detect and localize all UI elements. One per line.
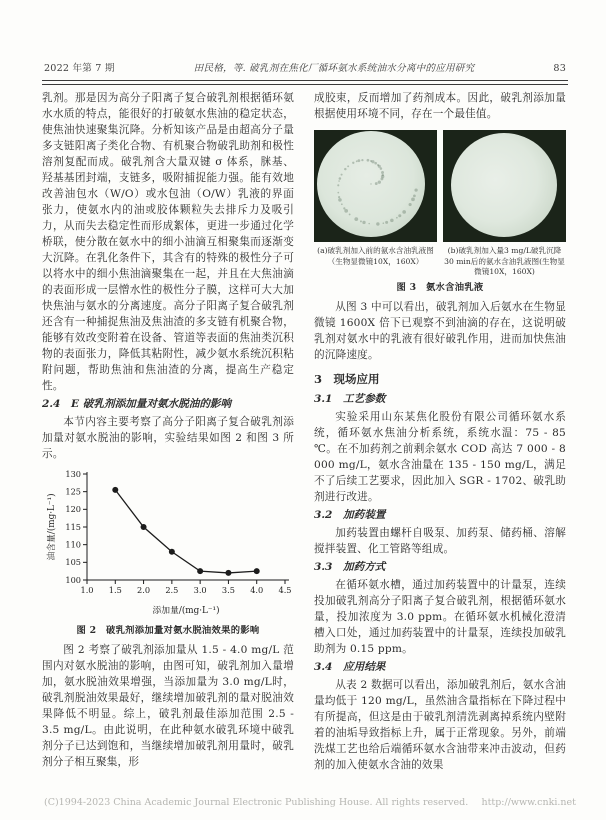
svg-text:120: 120	[65, 504, 81, 515]
header-issue: 2022 年第 7 期	[44, 63, 115, 74]
paragraph-demulsifier-mechanism: 乳剂。那是因为高分子阳离子复合破乳剂根据循环氨水水质的特点，能很好的打破氨水焦油的稳定状态，使焦油快速聚集沉降。分析知该产品是由超高分子量多支链阳离子类化合物、有机聚合物破乳助剂和极性溶剂复配而成。破乳剂含大量双键 σ 体系，脒基、羟基基团封端，支链多，吸附捕捉能力强。能有效地改善油包水（W/O）或水包油（O/W）乳液的界面张力，使氨水内的油或胶体颗粒失去排斥力及吸引力，从而失去稳定性而形成絮体，更进一步通过化学桥联，使分散在氨水中的细小油滴互相聚集而逐渐变大沉降。在乳化条件下，其含有的特殊的极性分子可以将水中的细小焦油滴聚集在一起，并且在大焦油滴的表面形成一层憎水性的极性分子膜，这样可大大加快焦油与氨水的分离速度。高分子阳离子复合破乳剂还含有一种捕捉焦油及焦油渣的多支链有机聚合物，能够有效改变附着在设备、管道等表面的焦油类沉积物的表面张力，降低其粘附性，减少氨水系统沉积粘附问题，帮助焦油和焦油渣的分离，提高生产稳定性。	[42, 92, 294, 392]
svg-text:115: 115	[65, 521, 81, 532]
paragraph-application-results: 从表 2 数据可以看出，添加破乳剂后，氨水含油量均低于 120 mg/L，虽然油含量指标在下降过程中有所提高，但这是由于破乳剂清洗剥离掉系统内壁附着的油垢导致指标上升，属于正常现象。另外，前端洗煤工艺也给后端循环氨水含油带来冲击波动，但药剂的加入使氨水含油的效果	[314, 678, 566, 771]
svg-text:130: 130	[65, 468, 81, 479]
header-page-number: 83	[553, 63, 566, 74]
svg-text:4.5: 4.5	[278, 585, 292, 595]
svg-text:4.0: 4.0	[250, 585, 264, 595]
subcaption-b: (b)破乳剂加入量3 mg/L破乳沉降30 min后的氨水含油乳液图(生物显微镜10X，160X)	[444, 246, 565, 276]
svg-text:100: 100	[65, 574, 81, 585]
svg-text:添加量/(mg·L⁻¹): 添加量/(mg·L⁻¹)	[152, 606, 220, 616]
scan-watermark-footer	[44, 797, 576, 808]
paragraph-figure-3-discussion: 从图 3 中可以看出，破乳剂加入后氨水在生物显微镜 1600X 倍下已观察不到油滴的存在，这说明破乳剂对氨水中的乳液有很好破乳作用，进而加快焦油的沉降速度。	[314, 300, 566, 361]
svg-text:105: 105	[65, 557, 81, 568]
section-heading-3-3: 3.3 加药方式	[314, 560, 386, 573]
microscope-field-b	[451, 133, 557, 237]
paragraph-section-2-4-intro: 本节内容主要考察了高分子阳离子复合破乳剂添加量对氨水脱油的影响，实验结果如图 2 和图 3 所示。	[42, 416, 294, 460]
two-column-body	[42, 90, 566, 786]
footer-url: http://www.cnki.net	[481, 797, 576, 808]
svg-text:3.5: 3.5	[221, 585, 235, 595]
subcaption-a: (a)破乳剂加入前的氨水含油乳液图（生物显微镜10X，160X）	[317, 246, 434, 266]
svg-text:油含量/(mg·L⁻¹): 油含量/(mg·L⁻¹)	[47, 493, 57, 561]
section-heading-3-2: 3.2 加药装置	[314, 508, 386, 521]
svg-text:2.0: 2.0	[137, 585, 151, 595]
microscope-field-a	[317, 131, 425, 237]
svg-text:3.0: 3.0	[193, 585, 207, 595]
section-heading-3-4: 3.4 应用结果	[314, 660, 386, 673]
header-article-title: 田民格，等. 破乳剂在焦化厂循环氨水系统油水分离中的应用研究	[193, 63, 475, 74]
section-heading-3-1: 3.1 工艺参数	[314, 392, 386, 405]
figure-3-caption: 图 3 氨水含油乳液	[396, 281, 484, 293]
page-header	[44, 60, 566, 74]
paragraph-dosing-method: 在循环氨水槽，通过加药装置中的计量泵，连续投加破乳剂高分子阳离子复合破乳剂，根据循环氨水量，投加浓度为 3.0 ppm。在循环氨水机械化澄清槽入口处，通过加药装置中的计量泵，连续投加破乳助剂为 0.15 ppm。	[314, 578, 566, 655]
figure-2-caption: 图 2 破乳剂添加量对氨水脱油效果的影响	[76, 625, 260, 636]
micrograph-before-demulsifier	[314, 130, 437, 242]
right-column	[314, 90, 566, 786]
figure-3-subcaptions	[314, 246, 566, 278]
section-heading-2-4: 2.4 E 破乳剂添加量对氨水脱油的影响	[42, 398, 232, 410]
svg-text:125: 125	[65, 486, 81, 497]
oil-content-vs-dosage-chart	[43, 468, 293, 618]
paragraph-figure-2-discussion: 图 2 考察了破乳剂添加量从 1.5 - 4.0 mg/L 范围内对氨水脱油的影响，由图可知，破乳剂加入量增加，氨水脱油效果增强，当添加量为 3.0 mg/L时，破乳剂脱油效果最好，继续增加破乳剂的量对脱油效果降低不明显。综上，破乳剂最佳添加范围 2.5 - 3.5 mg/L。由此说明，在此种氨水破乳环境中破乳剂分子已达到饱和，当继续增加破乳剂用量时，破乳剂分子相互聚集，形	[42, 644, 294, 768]
figure-3-micrographs	[314, 130, 566, 242]
micrograph-after-demulsifier	[443, 130, 566, 242]
footer-copyright: (C)1994-2023 China Academic Journal Electronic Publishing House. All rights reserved.	[44, 797, 469, 808]
oil-droplet-specks	[317, 131, 425, 237]
svg-text:1.5: 1.5	[108, 585, 122, 595]
paragraph-dosing-equipment: 加药装置由螺杆自吸泵、加药泵、储药桶、溶解搅拌装置、化工管路等组成。	[314, 526, 566, 555]
left-column	[42, 90, 294, 786]
section-heading-3: 3 现场应用	[314, 371, 380, 386]
paragraph-process-parameters: 实验采用山东某焦化股份有限公司循环氨水系统，循环氨水焦油分析系统，系统水温：75 - 85 ℃。在不加药剂之前剩余氨水 COD 高达 7 000 - 8 000 mg/L，氨水含油量在 135 - 150 mg/L，满足不了后续工艺要求，因此加入 SGR - 1702、破乳助剂进行改进。	[314, 410, 566, 503]
svg-text:2.5: 2.5	[165, 585, 179, 595]
svg-text:110: 110	[65, 539, 81, 550]
figure-2-line-chart	[42, 468, 294, 618]
svg-text:1.0: 1.0	[80, 585, 94, 595]
header-double-rule	[42, 80, 568, 85]
paragraph-optimal-dosage: 成胶束，反而增加了药剂成本。因此，破乳剂添加量根据使用环境不同，存在一个最佳值。	[314, 92, 566, 120]
